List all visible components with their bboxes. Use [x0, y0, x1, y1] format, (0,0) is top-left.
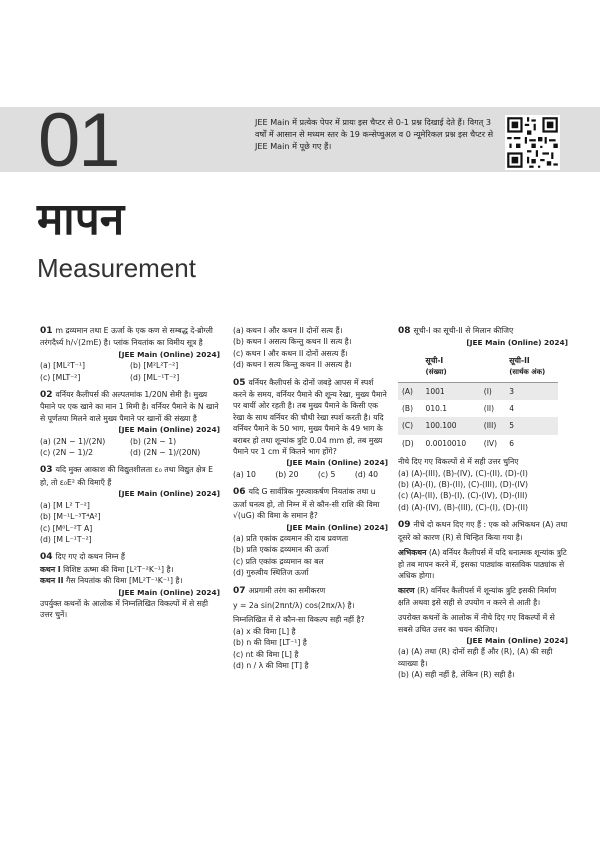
option-c: (c) कथन I और कथन II दोनों असत्य हैं।	[233, 348, 348, 358]
option-a: (a) कथन I और कथन II दोनों सत्य हैं।	[233, 326, 343, 335]
option-b: (b) (A) सही नहीं है, लेकिन (R) सही है।	[398, 670, 515, 680]
column-1	[40, 325, 220, 627]
question-07	[233, 585, 388, 672]
chapter-title-english: Measurement	[37, 253, 196, 283]
question-number: 06	[233, 487, 246, 498]
question-text: दिए गए दो कथन निम्न हैं	[55, 552, 126, 562]
option-d: (d) गुरुत्वीय स्थितिज ऊर्जा	[233, 568, 309, 578]
question-number: 04	[40, 552, 53, 563]
wave-equation: y = 2a sin(2πnt/λ) cos(2πx/λ) है।	[233, 600, 355, 610]
option-b: (b) n की विमा [LT⁻¹] है	[233, 638, 307, 648]
question-number: 02	[40, 390, 53, 401]
question-04-options	[233, 325, 388, 371]
option-c: (c) (A)-(II), (B)-(I), (C)-(IV), (D)-(III)	[398, 491, 528, 501]
row-count: 3	[505, 382, 558, 400]
column-3	[398, 325, 568, 687]
table-row	[398, 382, 558, 400]
statement-2-label: कथन II	[40, 576, 64, 586]
question-text: नीचे दो कथन दिए गए हैं : एक को अभिकथन (A) तथा दूसरे को कारण (R) से चिन्हित किया गया है।	[398, 520, 568, 542]
question-text: m द्रव्यमान तथा E ऊर्जा के एक कण से सम्बद्ध दे-ब्रोग्ली तरंगदैर्ध्य h/√(2mE) है। प्लांक नियतांक का विमीय सूत्र है	[40, 326, 213, 348]
question-number: 05	[233, 377, 246, 388]
option-b: (b) [M⁻¹L⁻³T⁴A²]	[40, 512, 101, 522]
question-source: [JEE Main (Online) 2024]	[286, 522, 388, 532]
question-02	[40, 389, 220, 458]
row-label: (A)	[398, 382, 422, 400]
question-number: 07	[233, 585, 246, 596]
assertion-text: (A) वर्नियर कैलीपर्स में यदि धनात्मक शून्यांक त्रुटि हो तब मापन करने में, इसका पाठ्यांक वास्तविक पाठ्यांक से अधिक होगा।	[398, 548, 567, 580]
option-d: (d) 40	[354, 469, 378, 479]
row-roman: (III)	[480, 417, 505, 434]
qr-code-icon	[505, 115, 560, 170]
reason-text: (R) वर्नियर कैलीपर्स में शून्यांक त्रुटि इसकी निर्माण क्षति अथवा इसे सही से उपयोग न करने से आती है।	[398, 586, 557, 607]
column-2	[233, 325, 388, 677]
option-d: (d) कथन I सत्य किन्तु कथन II असत्य है।	[233, 360, 352, 370]
question-source: [JEE Main (Online) 2024]	[118, 425, 220, 435]
question-05	[233, 377, 388, 481]
option-c: (c) (2N − 1)/2	[40, 448, 94, 458]
table-row	[398, 417, 558, 434]
row-label: (B)	[402, 404, 413, 414]
question-text: यदि G सार्वत्रिक गुरुत्वाकर्षण नियतांक तथा u ऊर्जा घनत्व हो, तो निम्न में से कौन-सी राशि की विमा √(uG) की विमा के समान है?	[233, 487, 380, 521]
option-a: (a) (A)-(III), (B)-(IV), (C)-(II), (D)-(I)	[398, 468, 528, 478]
question-number: 09	[398, 520, 411, 531]
row-value: 0.0010010	[425, 438, 467, 448]
option-d: (d) n / λ की विमा [T] है	[233, 660, 309, 670]
question-source: [JEE Main (Online) 2024]	[466, 635, 568, 645]
table-header-row	[398, 352, 558, 382]
question-09	[398, 519, 568, 680]
option-a: (a) (2N − 1)/(2N)	[40, 436, 106, 446]
option-d: (d) (A)-(IV), (B)-(III), (C)-(I), (D)-(II)	[398, 502, 529, 512]
option-a: (a) (A) तथा (R) दोनों सही हैं और (R), (A) की सही व्याख्या है।	[398, 647, 553, 668]
question-source: [JEE Main (Online) 2024]	[118, 489, 220, 499]
question-number: 03	[40, 465, 53, 476]
question-text: यदि मुक्त आकाश की विद्युतशीलता ε₀ तथा विद्युत क्षेत्र E हो, तो ε₀E² की विमाएँ हैं	[40, 465, 213, 487]
question-number: 08	[398, 326, 411, 336]
statement-1-label: कथन I	[40, 564, 61, 574]
option-c: (c) nt की विमा [L] है	[233, 649, 299, 659]
option-a: (a) [M L² T⁻²]	[40, 500, 90, 510]
reason-label: कारण	[398, 586, 415, 596]
question-06	[233, 486, 388, 578]
row-roman: (II)	[483, 404, 495, 414]
table-row	[398, 400, 558, 417]
row-value: 100.100	[422, 417, 480, 434]
statement-1-text: विशिष्ट ऊष्मा की विमा [L²T⁻²K⁻¹] है।	[63, 564, 174, 574]
option-a: (a) प्रति एकांक द्रव्यमान की दाब प्रवणता	[233, 533, 349, 543]
option-d: (d) [ML⁻¹T⁻²]	[130, 372, 180, 382]
question-prompt: नीचे दिए गए विकल्पों से में सही उत्तर चुनिए	[398, 457, 519, 467]
question-08	[398, 325, 568, 513]
table-row	[398, 435, 558, 452]
question-text: वर्नियर कैलीपर्स की अल्पतमांक 1/20N सेमी है। मुख्य पैमाने पर एक खाने का मान 1 मिमी है। वर्नियर पैमाने के N खाने से पूर्णतया मिलने वाले मुख्य पैमाने पर खानों की संख्या है	[40, 390, 219, 423]
row-value: 1001	[422, 382, 480, 400]
option-b: (b) कथन I असत्य किन्तु कथन II सत्य है।	[233, 337, 352, 347]
row-value: 010.1	[425, 404, 448, 414]
option-d: (d) (2N − 1)/(20N)	[130, 448, 201, 458]
column-subheader: (सार्थक अंक)	[509, 368, 546, 377]
option-b: (b) (A)-(I), (B)-(II), (C)-(III), (D)-(IV)	[398, 480, 529, 490]
option-c: (c) [MLT⁻²]	[40, 372, 81, 382]
row-label: (C)	[398, 417, 422, 434]
option-b: (b) 20	[275, 469, 299, 479]
chapter-intro: JEE Main में प्रत्येक पेपर में प्रायः इस चैप्टर से 0-1 प्रश्न दिखाई देते हैं। विगत् 3 वर्षों में आसान से मध्यम स्तर के 19 कन्सेप्चुअल व 0 न्यूमेरिकल प्रश्न इस चैप्टर से JEE Main में पूछे गए हैं।	[255, 117, 494, 152]
question-04	[40, 551, 220, 620]
question-03	[40, 464, 220, 545]
option-a: (a) x की विमा [L] है	[233, 626, 296, 636]
question-prompt: उपरोक्त कथनों के आलोक में नीचे दिए गए विकल्पों में से सबसे उचित उत्तर का चयन कीजिए।	[398, 613, 555, 634]
row-label: (D)	[402, 438, 414, 448]
option-c: (c) 5	[317, 469, 336, 479]
column-header: सूची-I	[425, 355, 444, 365]
row-roman: (I)	[480, 382, 505, 400]
option-b: (b) [M²L²T⁻²]	[130, 361, 179, 371]
question-number: 01	[40, 326, 53, 336]
option-b: (b) प्रति एकांक द्रव्यमान की ऊर्जा	[233, 545, 329, 555]
question-text: सूची-I का सूची-II से मिलान कीजिए	[413, 326, 514, 335]
row-count: 5	[505, 417, 558, 434]
statement-2-text: गैस नियतांक की विमा [ML²T⁻¹K⁻¹] है।	[65, 576, 183, 586]
option-a: (a) [ML²T⁻¹]	[40, 361, 85, 371]
question-source: [JEE Main (Online) 2024]	[118, 587, 220, 597]
column-subheader: (संख्या)	[425, 368, 447, 377]
question-tail: उपर्युक्त कथनों के आलोक में निम्नलिखित विकल्पों में से सही उत्तर चुनें।	[40, 598, 208, 620]
row-count: 4	[509, 404, 514, 414]
question-text: वर्नियर कैलीपर्स के दोनों जबड़े आपस में स्पर्श करने के समय, वर्नियर पैमाने की शून्य रेखा, मुख्य पैमाने पर बायीं ओर रहती है। तब मुख्य पैमाने के किसी एक रेखा के साथ वर्नियर की चौथी रेखा स्पर्श करती है। यदि वर्नियर पैमाने के 50 भाग, मुख्य पैमाने के 49 भाग के बराबर हो तथा शून्यांक त्रुटि 0.04 mm हो, तब मुख्य पैमाने पर 1 cm में कितने भाग होंगे?	[233, 377, 387, 457]
option-a: (a) 10	[233, 469, 256, 479]
assertion-label: अभिकथन	[398, 548, 427, 558]
option-c: (c) [M⁰L⁻²T A]	[40, 523, 93, 533]
question-01	[40, 325, 220, 383]
question-source: [JEE Main (Online) 2024]	[286, 458, 388, 468]
question-source: [JEE Main (Online) 2024]	[118, 349, 220, 359]
row-roman: (IV)	[483, 438, 497, 448]
match-table	[398, 352, 558, 452]
column-header: सूची-II	[509, 355, 530, 365]
option-d: (d) [M L⁻¹T⁻²]	[40, 534, 92, 544]
chapter-title-hindi: मापन	[37, 194, 125, 245]
option-c: (c) प्रति एकांक द्रव्यमान का बल	[233, 556, 324, 566]
question-source: [JEE Main (Online) 2024]	[466, 338, 568, 348]
question-text: अप्रगामी तरंग का समीकरण	[248, 585, 326, 595]
question-prompt: निम्नलिखित में से कौन-सा विकल्प सही नहीं है?	[233, 615, 365, 625]
option-b: (b) (2N − 1)	[130, 436, 177, 446]
row-count: 6	[509, 438, 514, 448]
chapter-number: 01	[38, 98, 119, 183]
